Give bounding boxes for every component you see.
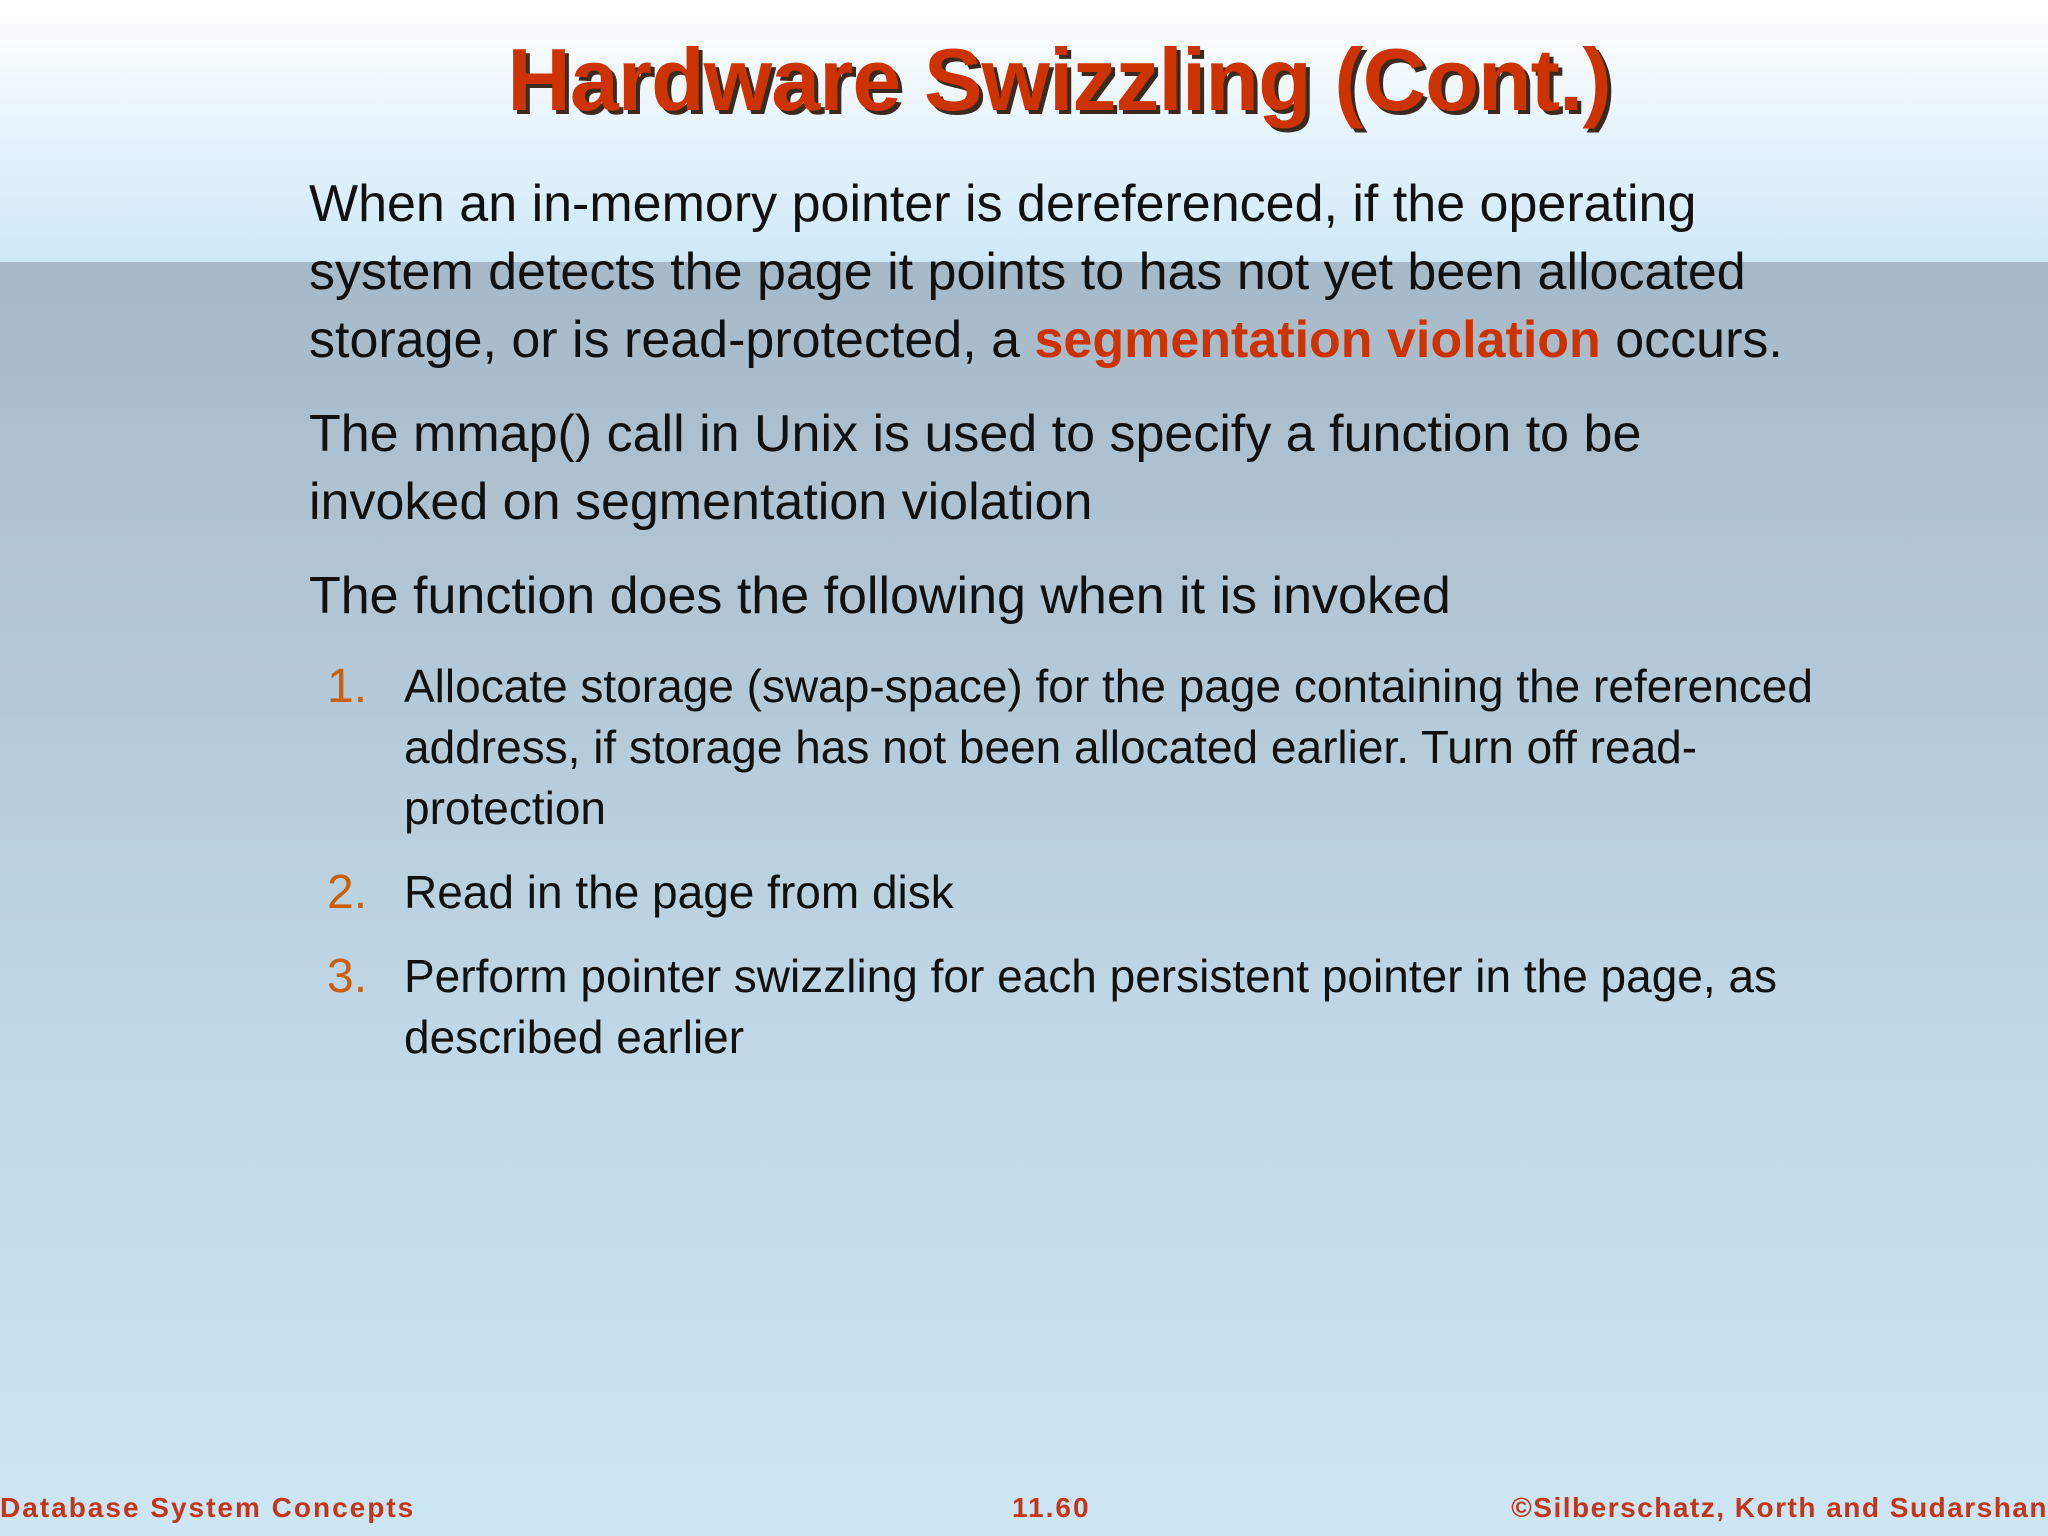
- step-number: 2.: [327, 866, 368, 919]
- slide-title: Hardware Swizzling (Cont.): [507, 30, 1611, 129]
- steps-list: [309, 656, 1829, 1068]
- step-number: 3.: [327, 950, 368, 1003]
- step-text: Allocate storage (swap-space) for the page containing the referenced address, if storage has not been allocated earlier. Turn off read-protection: [404, 660, 1813, 834]
- paragraph-text-before: When an in-memory pointer is dereferenced, if the operating system detects the page it points to has not yet been allocated storage, or is read-protected, a: [309, 175, 1746, 369]
- step-number: 1.: [327, 660, 368, 713]
- footer-copyright: ©Silberschatz, Korth and Sudarshan: [1511, 1492, 2048, 1523]
- footer-book-title: Database System Concepts: [0, 1492, 416, 1523]
- list-item: [309, 862, 1829, 923]
- list-item: [309, 656, 1829, 839]
- footer: [0, 1492, 2048, 1532]
- step-text: Read in the page from disk: [404, 866, 954, 918]
- paragraph-text-after: occurs.: [1600, 311, 1783, 369]
- list-item: [309, 946, 1829, 1068]
- paragraph-function: The function does the following when it is invoked: [309, 567, 1451, 625]
- highlight-segmentation-violation: segmentation violation: [1034, 311, 1601, 369]
- paragraph-segmentation: [309, 170, 1829, 374]
- footer-page-number: 11.60: [1012, 1492, 1091, 1523]
- slide-content: [309, 170, 1829, 1091]
- paragraph-mmap: The mmap() call in Unix is used to specify a function to be invoked on segmentation violation: [309, 405, 1642, 531]
- step-text: Perform pointer swizzling for each persistent pointer in the page, as described earlier: [404, 950, 1778, 1063]
